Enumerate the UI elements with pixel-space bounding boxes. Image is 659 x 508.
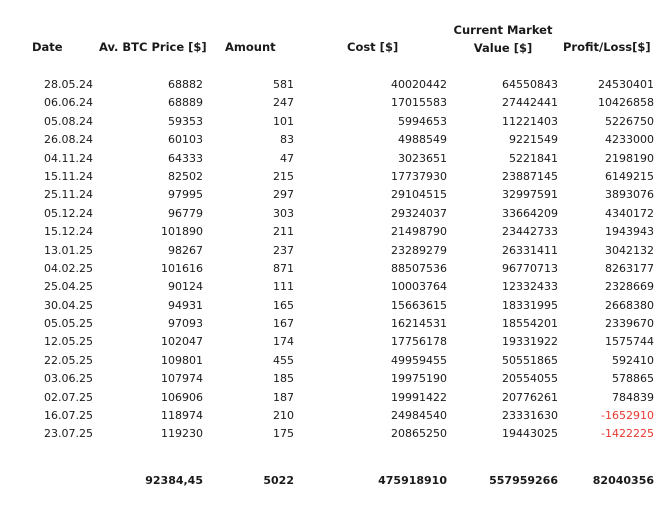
cell-market-value: 96770713 (502, 261, 558, 275)
cell-av-price: 94931 (168, 298, 203, 312)
cell-date: 13.01.25 (44, 243, 93, 257)
cell-date: 02.07.25 (44, 390, 93, 404)
cell-amount: 174 (273, 335, 294, 349)
cell-av-price: 68882 (168, 78, 203, 91)
cell-profit-loss: 10426858 (598, 96, 654, 110)
table-row (0, 425, 659, 443)
cell-av-price: 97093 (168, 317, 203, 331)
cell-market-value: 23887145 (502, 169, 558, 183)
cell-amount: 871 (273, 261, 294, 275)
cell-profit-loss: 8263177 (605, 261, 654, 275)
cell-amount: 175 (273, 427, 294, 441)
cell-cost: 4988549 (398, 133, 447, 147)
cell-av-price: 96779 (168, 206, 203, 220)
cell-profit-loss: 578865 (612, 372, 654, 386)
cell-profit-loss: -1422225 (601, 427, 654, 441)
cell-cost: 17015583 (391, 96, 447, 110)
cell-date: 25.04.25 (44, 280, 93, 294)
cell-date: 16.07.25 (44, 409, 93, 423)
table-row (0, 352, 659, 370)
cell-av-price: 60103 (168, 133, 203, 147)
cell-market-value: 11221403 (502, 114, 558, 128)
cell-av-price: 109801 (161, 353, 203, 367)
cell-date: 03.06.25 (44, 372, 93, 386)
cell-cost: 16214531 (391, 317, 447, 331)
cell-av-price: 98267 (168, 243, 203, 257)
header-current-market-value (444, 21, 562, 57)
cell-amount: 185 (273, 372, 294, 386)
cell-profit-loss: 2198190 (605, 151, 654, 165)
cell-profit-loss: 3042132 (605, 243, 654, 257)
cell-profit-loss: 3893076 (605, 188, 654, 202)
cell-market-value: 23442733 (502, 225, 558, 239)
cell-av-price: 64333 (168, 151, 203, 165)
cell-date: 05.12.24 (44, 206, 93, 220)
cell-amount: 215 (273, 169, 294, 183)
cell-cost: 19975190 (391, 372, 447, 386)
cell-date: 06.06.24 (44, 96, 93, 110)
cell-cost: 88507536 (391, 261, 447, 275)
cell-market-value: 33664209 (502, 206, 558, 220)
table-row (0, 315, 659, 333)
cell-av-price: 101616 (161, 261, 203, 275)
cell-av-price: 68889 (168, 96, 203, 110)
header-cost: Cost [$] (347, 40, 399, 54)
cell-date: 15.11.24 (44, 169, 93, 183)
cell-profit-loss: 5226750 (605, 114, 654, 128)
total-amount: 5022 (263, 474, 294, 487)
cell-amount: 211 (273, 225, 294, 239)
cell-market-value: 20554055 (502, 372, 558, 386)
table-row (0, 131, 659, 149)
cell-av-price: 101890 (161, 225, 203, 239)
cell-market-value: 23331630 (502, 409, 558, 423)
table-row (0, 260, 659, 278)
table-row (0, 223, 659, 241)
cell-profit-loss: 784839 (612, 390, 654, 404)
total-cost: 475918910 (378, 474, 447, 487)
cell-amount: 47 (280, 151, 294, 165)
cell-cost: 15663615 (391, 298, 447, 312)
cell-cost: 24984540 (391, 409, 447, 423)
header-date: Date (32, 40, 63, 54)
cell-av-price: 102047 (161, 335, 203, 349)
cell-market-value: 18331995 (502, 298, 558, 312)
table-row (0, 242, 659, 260)
cell-cost: 17756178 (391, 335, 447, 349)
cell-profit-loss: 24530401 (598, 78, 654, 91)
table-row (0, 168, 659, 186)
cell-av-price: 107974 (161, 372, 203, 386)
table-body (0, 76, 659, 444)
totals-row (0, 472, 659, 490)
cell-date: 05.08.24 (44, 114, 93, 128)
cell-cost: 19991422 (391, 390, 447, 404)
cell-profit-loss: 2328669 (605, 280, 654, 294)
cell-cost: 5994653 (398, 114, 447, 128)
cell-market-value: 19331922 (502, 335, 558, 349)
cell-market-value: 5221841 (509, 151, 558, 165)
cell-av-price: 59353 (168, 114, 203, 128)
cell-amount: 303 (273, 206, 294, 220)
table-row (0, 94, 659, 112)
table-row (0, 407, 659, 425)
cell-cost: 20865250 (391, 427, 447, 441)
cell-profit-loss: 2339670 (605, 317, 654, 331)
cell-market-value: 26331411 (502, 243, 558, 257)
cell-market-value: 64550843 (502, 78, 558, 91)
cell-date: 25.11.24 (44, 188, 93, 202)
table-row (0, 205, 659, 223)
table-row (0, 113, 659, 131)
cell-amount: 111 (273, 280, 294, 294)
cell-amount: 187 (273, 390, 294, 404)
cell-profit-loss: 1943943 (605, 225, 654, 239)
table-row (0, 186, 659, 204)
table-row (0, 278, 659, 296)
cell-date: 23.07.25 (44, 427, 93, 441)
header-amount: Amount (225, 40, 276, 54)
cell-date: 22.05.25 (44, 353, 93, 367)
cell-date: 12.05.25 (44, 335, 93, 349)
cell-cost: 40020442 (391, 78, 447, 91)
cell-av-price: 118974 (161, 409, 203, 423)
cell-av-price: 82502 (168, 169, 203, 183)
cell-market-value: 50551865 (502, 353, 558, 367)
header-current-market-line2: Value [$] (473, 41, 533, 55)
cell-cost: 49959455 (391, 353, 447, 367)
cell-market-value: 12332433 (502, 280, 558, 294)
cell-amount: 210 (273, 409, 294, 423)
table-row (0, 150, 659, 168)
cell-profit-loss: 6149215 (605, 169, 654, 183)
cell-market-value: 18554201 (502, 317, 558, 331)
total-profit-loss: 82040356 (592, 474, 654, 487)
header-current-market-line1: Current Market (453, 23, 553, 37)
cell-amount: 581 (273, 78, 294, 91)
cell-cost: 10003764 (391, 280, 447, 294)
cell-date: 04.02.25 (44, 261, 93, 275)
cell-profit-loss: 4340172 (605, 206, 654, 220)
cell-date: 28.05.24 (44, 78, 93, 91)
total-av-price: 92384,45 (145, 474, 203, 487)
cell-date: 26.08.24 (44, 133, 93, 147)
cell-market-value: 27442441 (502, 96, 558, 110)
table-row (0, 333, 659, 351)
cell-amount: 237 (273, 243, 294, 257)
cell-profit-loss: 1575744 (605, 335, 654, 349)
cell-date: 05.05.25 (44, 317, 93, 331)
cell-av-price: 106906 (161, 390, 203, 404)
cell-date: 30.04.25 (44, 298, 93, 312)
cell-amount: 165 (273, 298, 294, 312)
cell-amount: 101 (273, 114, 294, 128)
cell-cost: 3023651 (398, 151, 447, 165)
total-market-value: 557959266 (489, 474, 558, 487)
cell-profit-loss: 592410 (612, 353, 654, 367)
cell-amount: 167 (273, 317, 294, 331)
cell-av-price: 90124 (168, 280, 203, 294)
cell-amount: 455 (273, 353, 294, 367)
cell-profit-loss: 2668380 (605, 298, 654, 312)
cell-cost: 23289279 (391, 243, 447, 257)
cell-cost: 17737930 (391, 169, 447, 183)
cell-cost: 21498790 (391, 225, 447, 239)
cell-amount: 297 (273, 188, 294, 202)
cell-profit-loss: 4233000 (605, 133, 654, 147)
cell-market-value: 32997591 (502, 188, 558, 202)
cell-market-value: 20776261 (502, 390, 558, 404)
cell-date: 04.11.24 (44, 151, 93, 165)
table-row (0, 297, 659, 315)
cell-amount: 247 (273, 96, 294, 110)
cell-av-price: 97995 (168, 188, 203, 202)
cell-cost: 29104515 (391, 188, 447, 202)
cell-av-price: 119230 (161, 427, 203, 441)
cell-date: 15.12.24 (44, 225, 93, 239)
cell-amount: 83 (280, 133, 294, 147)
table-row (0, 370, 659, 388)
header-av-btc-price: Av. BTC Price [$] (99, 40, 207, 54)
cell-cost: 29324037 (391, 206, 447, 220)
table-row (0, 389, 659, 407)
cell-profit-loss: -1652910 (601, 409, 654, 423)
table-row (0, 76, 659, 94)
cell-market-value: 19443025 (502, 427, 558, 441)
cell-market-value: 9221549 (509, 133, 558, 147)
header-profit-loss: Profit/Loss[$] (563, 40, 651, 54)
